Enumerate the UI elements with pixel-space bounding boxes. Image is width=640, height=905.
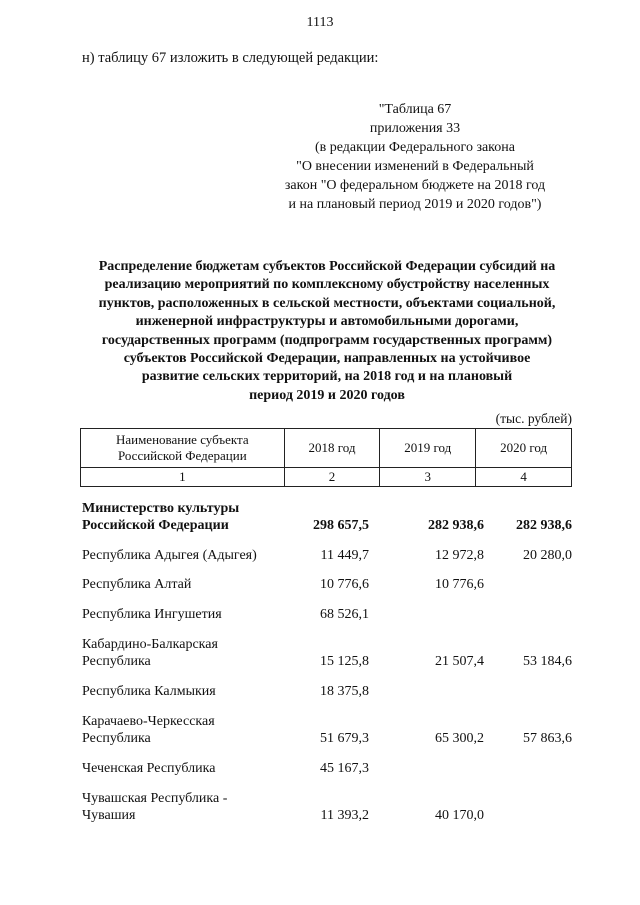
row-name-line: Российской Федерации	[82, 518, 229, 533]
table-row	[82, 788, 572, 824]
title-line: Распределение бюджетам субъектов Российской Федерации субсидий на	[98, 259, 556, 274]
header-2018: 2018 год	[284, 429, 380, 468]
header-name-line2: Российской Федерации	[117, 448, 247, 463]
document-title	[72, 258, 582, 405]
header-2019: 2019 год	[380, 429, 476, 468]
row-name-line: Республика Адыгея (Адыгея)	[82, 548, 257, 563]
value-2018: 51 679,3	[320, 731, 369, 746]
table-row	[82, 498, 572, 534]
value-2018: 11 449,7	[320, 548, 369, 563]
column-number: 1	[81, 468, 285, 487]
row-name-line: Республика	[82, 654, 151, 669]
title-line: государственных программ (подпрограмм государственных программ)	[101, 332, 553, 348]
row-name	[82, 547, 282, 564]
title-line: развитие сельских территорий, на 2018 год и на плановый	[141, 369, 513, 385]
table-row	[82, 575, 572, 593]
caption-line: "О внесении изменений в Федеральный	[296, 159, 534, 174]
header-name	[81, 429, 285, 468]
value-2020: 282 938,6	[516, 518, 572, 533]
row-name-line: Республика Алтай	[82, 577, 192, 592]
value-2019: 12 972,8	[435, 548, 484, 563]
row-name	[82, 606, 282, 623]
title-line: пунктов, расположенных в сельской местности, объектами социальной,	[98, 295, 556, 311]
title-line: субъектов Российской Федерации, направленных на устойчивое	[123, 351, 531, 367]
intro-text: н) таблицу 67 изложить в следующей редакции:	[82, 50, 379, 66]
value-2018: 298 657,5	[313, 518, 369, 533]
header-name-line1: Наименование субъекта	[115, 432, 249, 447]
row-name	[82, 576, 282, 593]
value-2020: 57 863,6	[523, 731, 572, 746]
row-name-line: Республика	[82, 731, 151, 746]
value-2019: 40 170,0	[435, 808, 484, 823]
title-line: реализацию мероприятий по комплексному обустройству населенных	[104, 277, 550, 293]
value-2019: 65 300,2	[435, 731, 484, 746]
table-row	[82, 546, 572, 564]
value-2018: 18 375,8	[320, 684, 369, 699]
column-number: 2	[284, 468, 380, 487]
title-line: инженерной инфраструктуры и автомобильными дорогами,	[135, 314, 519, 330]
row-name-line: Чувашия	[82, 808, 136, 823]
row-name	[82, 500, 282, 534]
caption-line: закон "О федеральном бюджете на 2018 год	[284, 178, 546, 193]
row-name	[82, 636, 282, 670]
caption-line: приложения 33	[369, 121, 461, 136]
header-2020: 2020 год	[476, 429, 572, 468]
value-2018: 11 393,2	[320, 808, 369, 823]
table-header	[80, 428, 572, 487]
table-row	[82, 605, 572, 623]
value-2020: 20 280,0	[523, 548, 572, 563]
row-name	[82, 760, 282, 777]
table-row	[82, 759, 572, 777]
caption-line: "Таблица 67	[378, 102, 452, 117]
row-name-line: Республика Калмыкия	[82, 684, 216, 699]
value-2018: 10 776,6	[320, 577, 369, 592]
title-line: период 2019 и 2020 годов	[249, 387, 405, 403]
value-2018: 68 526,1	[320, 607, 369, 622]
row-name	[82, 790, 282, 824]
value-2019: 21 507,4	[435, 654, 484, 669]
value-2018: 45 167,3	[320, 761, 369, 776]
value-2019: 282 938,6	[428, 518, 484, 533]
value-2018: 15 125,8	[320, 654, 369, 669]
value-2020: 53 184,6	[523, 654, 572, 669]
table-caption	[250, 100, 580, 214]
row-name-line: Кабардино-Балкарская	[82, 637, 218, 652]
column-number: 3	[380, 468, 476, 487]
table-row	[82, 634, 572, 670]
row-name-line: Чеченская Республика	[82, 761, 216, 776]
row-name-line: Карачаево-Черкесская	[82, 714, 215, 729]
row-name-line: Министерство культуры	[82, 501, 240, 516]
units-label: (тыс. рублей)	[495, 411, 572, 426]
value-2019: 10 776,6	[435, 577, 484, 592]
row-name-line: Чувашская Республика -	[82, 791, 228, 806]
table-row	[82, 711, 572, 747]
page-number: 1113	[306, 15, 334, 30]
table-row	[82, 682, 572, 700]
caption-line: и на плановый период 2019 и 2020 годов")	[288, 197, 542, 212]
caption-line: (в редакции Федерального закона	[315, 140, 515, 155]
row-name-line: Республика Ингушетия	[82, 607, 222, 622]
column-number: 4	[476, 468, 572, 487]
row-name	[82, 683, 282, 700]
row-name	[82, 713, 282, 747]
